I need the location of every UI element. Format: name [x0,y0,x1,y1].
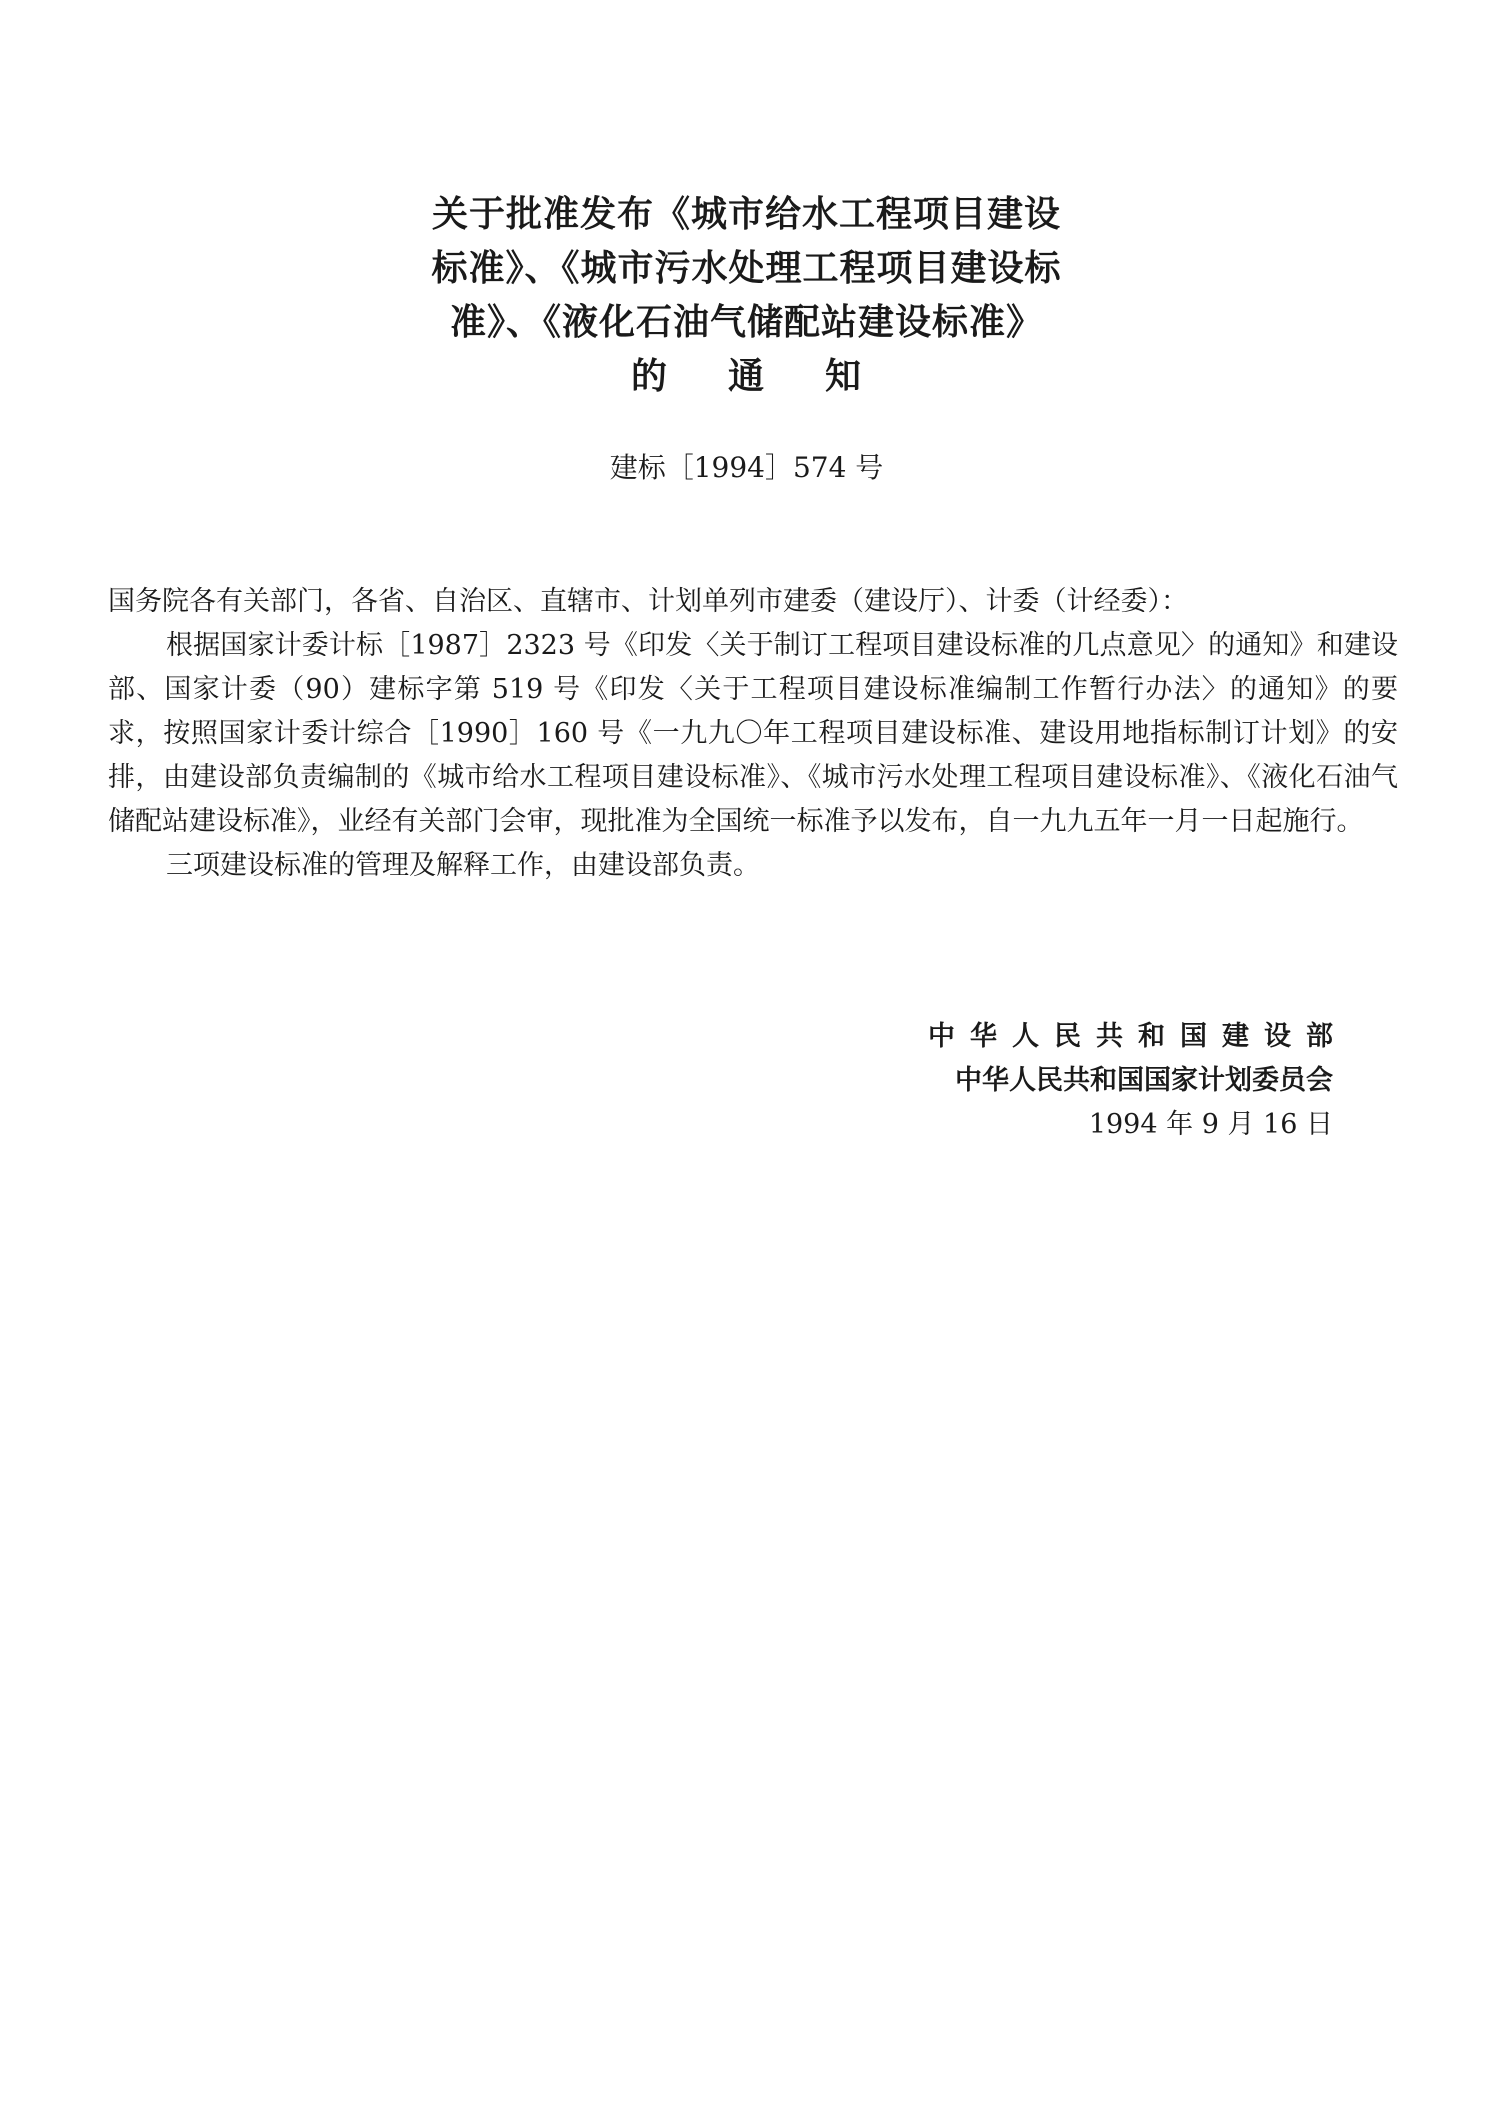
title-char: 通 [727,356,765,397]
title-line-1: 关于批准发布《城市给水工程项目建设 [431,194,1061,235]
document-body [108,580,1398,888]
signatory-state-planning-commission: 中华人民共和国国家计划委员会 [955,1065,1333,1096]
title-char: 知 [825,356,863,397]
signatory-ministry-of-construction: 中华人民共和国建设部 [928,1021,1348,1052]
document-title [0,188,1493,404]
title-line-3: 准》、《液化石油气储配站建设标准》 [449,302,1043,343]
paragraph-2: 三项建设标准的管理及解释工作，由建设部负责。 [166,850,760,881]
title-line-2: 标准》、《城市污水处理工程项目建设标 [431,248,1062,289]
document-number: 建标［1994］574 号 [609,451,884,484]
paragraph-1: 根据国家计委计标［1987］2323 号《印发〈关于制订工程项目建设标准的几点意见〉的通知》和建设部、国家计委（90）建标字第 519 号《印发〈关于工程项目建设标准编制工作暂行办法〉的通知》的要求，按照国家计委计综合［1990］160 号《一九九〇年工程项目建设标准、建设用地指标制订计划》的安排，由建设部负责编制的《城市给水工程项目建设标准》、《城市污水处理工程项目建设标准》、《液化石油气储配站建设标准》，业经有关部门会审，现批准为全国统一标准予以发布，自一九九五年一月一日起施行。 [108,630,1398,837]
signature-date: 1994 年 9 月 16 日 [1088,1109,1333,1140]
title-line-4 [0,350,1493,404]
title-char: 的 [630,356,668,397]
signature-block [928,1015,1348,1147]
salutation: 国务院各有关部门，各省、自治区、直辖市、计划单列市建委（建设厅）、计委（计经委）： [108,586,1188,617]
